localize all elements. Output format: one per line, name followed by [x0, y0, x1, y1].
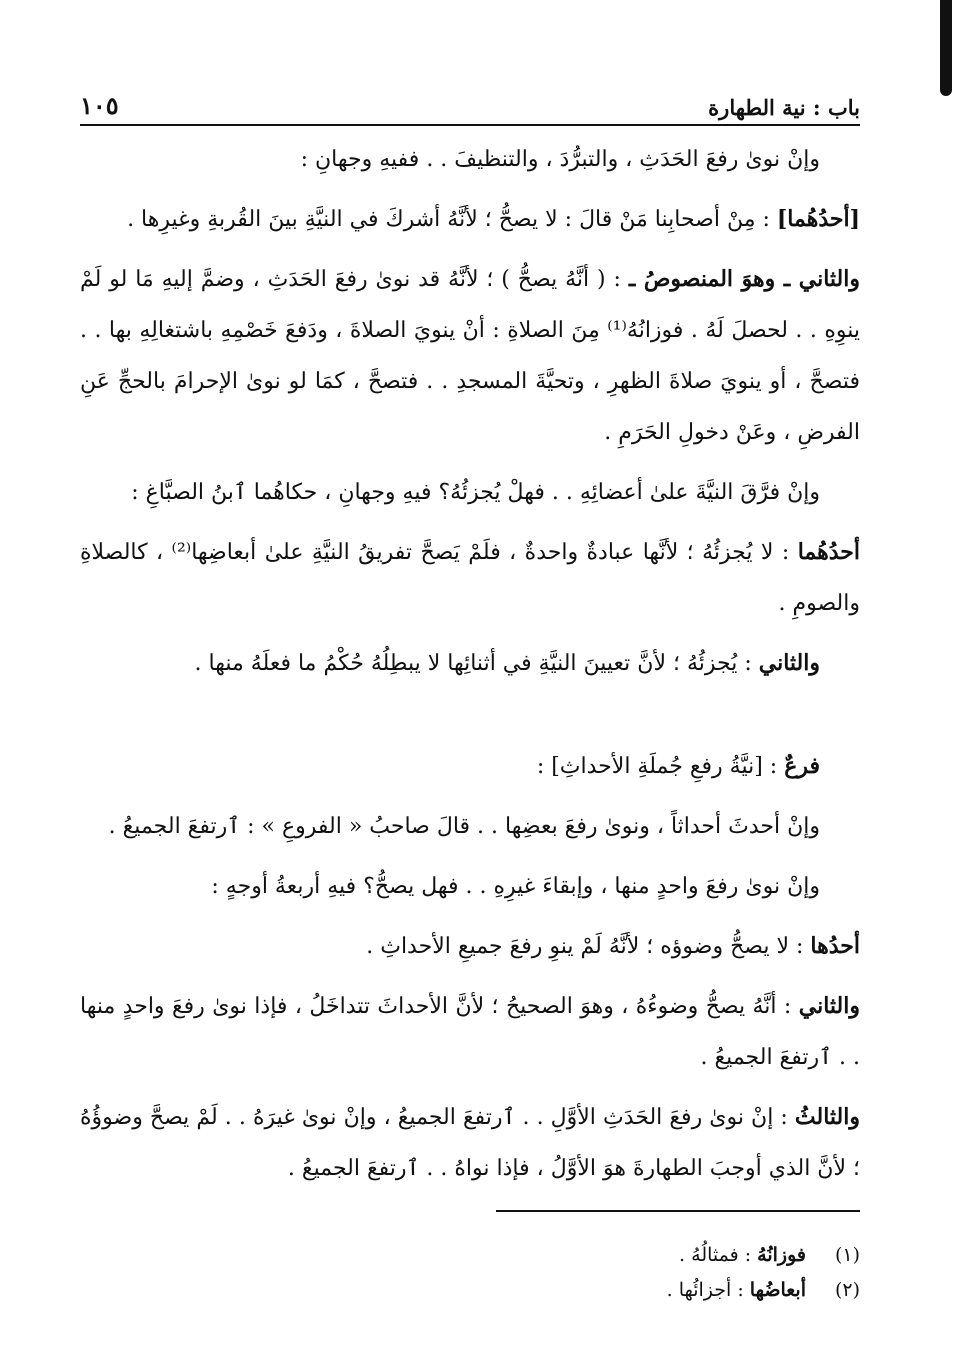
- paragraph-lead: والثاني: [798, 993, 860, 1019]
- footnote-number: (٢): [834, 1279, 860, 1301]
- page-edge-mark: [940, 0, 952, 96]
- paragraph-lead: أحدُها: [810, 933, 860, 959]
- footnote-content: [679, 1238, 806, 1273]
- paragraph-text: : مِنْ أصحابِنا مَنْ قالَ : لا يصحُّ ؛ لأنَّهُ أشركَ في النيَّةِ بينَ القُربةِ وغيرِها .: [127, 207, 777, 232]
- paragraph: [80, 638, 860, 689]
- footnote: [300, 1238, 860, 1273]
- footnote-term: فوزانُهُ: [757, 1244, 806, 1266]
- footnote-text: : فمثالُهُ .: [679, 1244, 758, 1266]
- paragraph-text: : أنَّهُ يصحُّ وضوءُهُ ، وهوَ الصحيحُ ؛ لأنَّ الأحداثَ تتداخَلُ ، فإذا نوىٰ رفعَ واحدٍ منها . . ٱرتفعَ الجميعُ .: [80, 994, 860, 1070]
- paragraph: [80, 741, 860, 792]
- paragraph-text: : ( أنَّهُ يصحُّ ) ؛ لأنَّهُ قد نوىٰ رفعَ الحَدَثِ ، وضمَّ إليهِ مَا لو لَمْ ينوِهِ . . لحصلَ لَهُ . فوزانُهُ⁽¹⁾ مِنَ الصلاةِ : أنْ ينويَ الصلاةَ ، ودَفعَ خَصْمِهِ باشتغالِهِ بها . . فتصحَّ ، أو ينويَ صلاةَ الظهرِ ، وتحيَّةَ المسجدِ . . فتصحَّ ، كمَا لو نوىٰ الإحرامَ بالحجِّ عَنِ الفرضِ ، وعَنْ دخولِ الحَرَمِ .: [80, 267, 860, 445]
- paragraph: [80, 467, 860, 518]
- header-rule: [80, 124, 860, 126]
- paragraph-text: وإنْ فرَّقَ النيَّةَ علىٰ أعضائِهِ . . فهلْ يُجزئُهُ؟ فيهِ وجهانِ ، حكاهُما ٱبنُ الصبَّاغِ :: [131, 480, 820, 505]
- paragraph-lead: [أحدُهُما]: [776, 206, 860, 232]
- paragraph-lead: والثالثُ: [794, 1104, 860, 1130]
- chapter-title: باب : نية الطهارة: [708, 95, 860, 120]
- paragraph-lead: والثاني ـ وهوَ المنصوصُ ـ: [628, 266, 860, 292]
- paragraph-text: : يُجزئُهُ ؛ لأنَّ تعيينَ النيَّةِ في أثنائِها لا يبطِلُهُ حُكْمُ ما فعلَهُ منها .: [194, 651, 759, 676]
- paragraph-text: : لا يصحُّ وضوؤه ؛ لأنَّهُ لَمْ ينوِ رفعَ جميعِ الأحداثِ .: [366, 934, 811, 959]
- paragraph: [80, 801, 860, 852]
- paragraph: [80, 981, 860, 1083]
- paragraph-text: وإنْ نوىٰ رفعَ الحَدَثِ ، والتبرُّدَ ، والتنظيفَ . . ففيهِ وجهانِ :: [300, 147, 820, 172]
- page-header: [80, 80, 860, 120]
- paragraph: [80, 861, 860, 912]
- page-number: ١٠٥: [80, 91, 119, 120]
- paragraph-lead: والثاني: [758, 650, 820, 676]
- paragraph: [80, 254, 860, 458]
- paragraph-lead: أحدُهُما: [797, 539, 860, 565]
- paragraph-text: : لا يُجزئُهُ ؛ لأنَّها عبادةٌ واحدةٌ ، فلَمْ يَصحَّ تفريقُ النيَّةِ علىٰ أبعاضِها⁽²⁾ ، كالصلاةِ والصومِ .: [80, 540, 860, 616]
- footnote: [300, 1273, 860, 1308]
- paragraph-text: وإنْ نوىٰ رفعَ واحدٍ منها ، وإبقاءَ غيرِهِ . . فهل يصحُّ؟ فيهِ أربعةُ أوجهٍ :: [211, 874, 820, 899]
- footnote-text: : أجزائُها .: [666, 1279, 750, 1301]
- paragraph: [80, 921, 860, 972]
- footnote-term: أبعاضُها: [749, 1279, 806, 1301]
- paragraph-text: : [نيَّةُ رفعِ جُملَةِ الأحداثِ] :: [536, 754, 785, 779]
- footnote-rule: [496, 1210, 860, 1212]
- footnote-content: [667, 1273, 806, 1308]
- paragraph: [80, 134, 860, 185]
- paragraph-lead: فرعٌ: [784, 753, 820, 779]
- paragraph: [80, 527, 860, 629]
- footnotes: [300, 1238, 860, 1308]
- paragraph: [80, 194, 860, 245]
- footnote-number: (١): [834, 1244, 860, 1266]
- paragraph-text: وإنْ أحدثَ أحداثاً ، ونوىٰ رفعَ بعضِها . . قالَ صاحبُ « الفروعِ » : ٱرتفعَ الجميعُ .: [108, 814, 820, 839]
- paragraph: [80, 1092, 860, 1194]
- paragraph-text: : إنْ نوىٰ رفعَ الحَدَثِ الأوَّلِ . . ٱرتفعَ الجميعُ ، وإنْ نوىٰ غيرَهُ . . لَمْ يصحَّ وضوؤُهُ ؛ لأنَّ الذي أوجبَ الطهارةَ هوَ الأوَّلُ ، فإذا نواهُ . . ٱرتفعَ الجميعُ .: [80, 1105, 860, 1181]
- body-text: [80, 134, 860, 1203]
